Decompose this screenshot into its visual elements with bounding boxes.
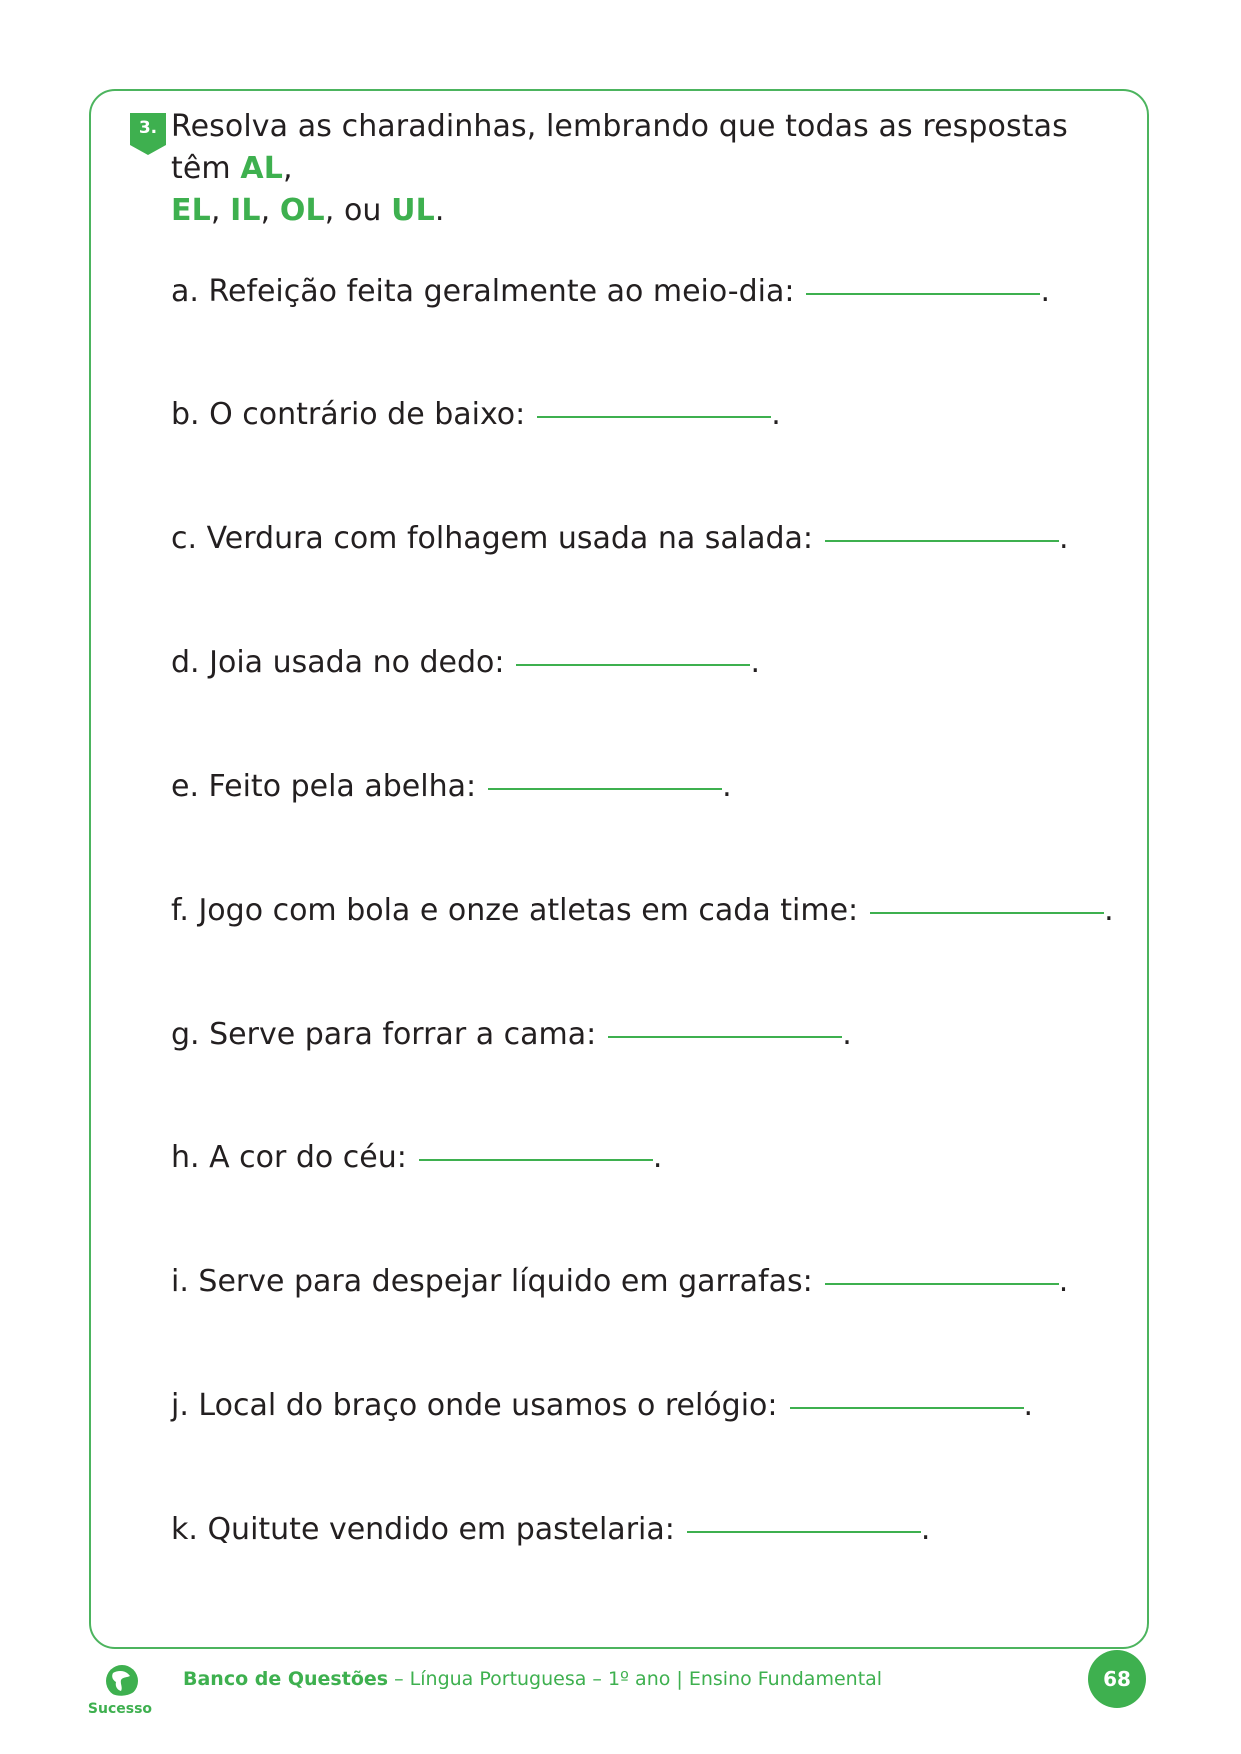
highlight-el: EL: [171, 193, 211, 228]
globe-icon: [86, 1660, 156, 1702]
answer-blank[interactable]: [825, 539, 1059, 542]
question-number: 3.: [138, 118, 158, 138]
highlight-il: IL: [230, 193, 261, 228]
riddle-item-b: [171, 395, 781, 435]
riddle-end: .: [920, 1512, 931, 1547]
riddle-end: .: [1059, 521, 1069, 556]
riddle-item-k: [171, 1510, 930, 1550]
instruction-text: Resolva as charadinhas, lembrando que todas as respostas têm: [171, 109, 1068, 186]
instruction-end: .: [434, 193, 445, 228]
highlight-ul: UL: [391, 193, 435, 228]
riddle-label: g. Serve para forrar a cama:: [171, 1017, 597, 1052]
riddle-label: i. Serve para despejar líquido em garrafas:: [171, 1264, 813, 1299]
highlight-al: AL: [240, 151, 283, 186]
answer-blank[interactable]: [419, 1158, 653, 1161]
riddle-end: .: [771, 397, 781, 432]
answer-blank[interactable]: [806, 292, 1040, 295]
riddle-label: j. Local do braço onde usamos o relógio:: [171, 1388, 778, 1423]
riddle-item-a: [171, 272, 1050, 312]
riddle-end: .: [1104, 893, 1114, 928]
riddle-label: h. A cor do céu:: [171, 1140, 407, 1175]
riddle-label: e. Feito pela abelha:: [171, 769, 477, 804]
riddle-end: .: [750, 645, 761, 680]
riddle-item-c: [171, 519, 1069, 559]
answer-blank[interactable]: [825, 1282, 1059, 1285]
riddle-item-i: [171, 1262, 1068, 1302]
riddle-label: a. Refeição feita geralmente ao meio-dia:: [171, 274, 795, 309]
footer-title-rest: – Língua Portuguesa – 1º ano | Ensino Fundamental: [388, 1668, 883, 1690]
riddle-label: b. O contrário de baixo:: [171, 397, 526, 432]
answer-blank[interactable]: [790, 1406, 1024, 1409]
answer-blank[interactable]: [488, 787, 722, 790]
instruction-separator: , ou: [324, 193, 392, 228]
riddle-end: .: [1058, 1264, 1069, 1299]
riddle-end: .: [1040, 274, 1051, 309]
riddle-item-g: [171, 1015, 852, 1055]
riddle-end: .: [722, 769, 732, 804]
riddle-end: .: [1023, 1388, 1034, 1423]
logo-text: Sucesso: [87, 1701, 153, 1717]
riddle-end: .: [842, 1017, 852, 1052]
answer-blank[interactable]: [608, 1035, 842, 1038]
instruction-separator: ,: [282, 151, 293, 186]
riddle-item-h: [171, 1138, 662, 1178]
instruction-separator: ,: [210, 193, 231, 228]
riddle-label: d. Joia usada no dedo:: [171, 645, 505, 680]
riddle-item-e: [171, 767, 732, 807]
footer-title-bold: Banco de Questões: [183, 1668, 389, 1690]
riddle-label: f. Jogo com bola e onze atletas em cada time:: [171, 893, 859, 928]
page-number: 68: [1088, 1650, 1146, 1708]
riddle-label: k. Quitute vendido em pastelaria:: [171, 1512, 675, 1547]
instruction-separator: ,: [260, 193, 280, 228]
riddle-end: .: [652, 1140, 663, 1175]
answer-blank[interactable]: [537, 415, 771, 418]
question-instruction: [171, 106, 1131, 232]
answer-blank[interactable]: [516, 663, 750, 666]
highlight-ol: OL: [279, 193, 325, 228]
riddle-item-f: [171, 891, 1114, 931]
riddle-item-d: [171, 643, 760, 683]
riddle-item-j: [171, 1386, 1033, 1426]
riddle-label: c. Verdura com folhagem usada na salada:: [171, 521, 814, 556]
footer-title: [183, 1668, 882, 1690]
answer-blank[interactable]: [870, 911, 1104, 914]
answer-blank[interactable]: [687, 1530, 921, 1533]
